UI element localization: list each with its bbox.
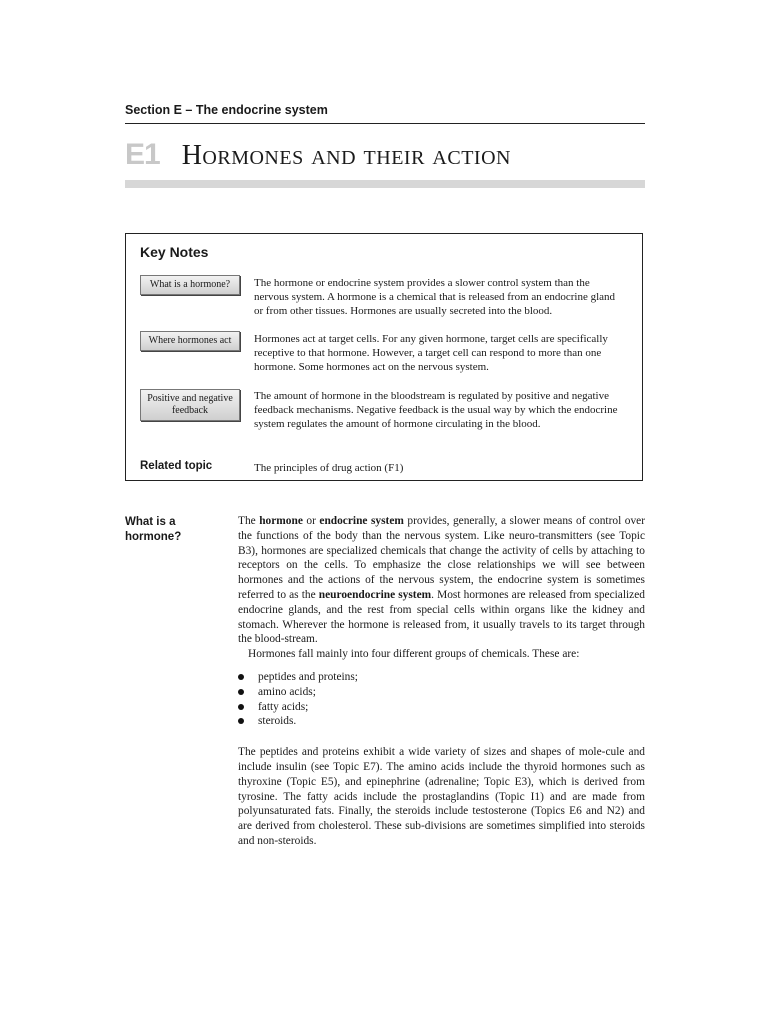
list-item: fatty acids; bbox=[238, 700, 645, 715]
side-heading: What is a hormone? bbox=[125, 516, 182, 543]
body-paragraph-2: Hormones fall mainly into four different groups of chemicals. These are: bbox=[248, 648, 580, 661]
list-item: peptides and proteins; bbox=[238, 670, 645, 685]
key-note-text-what-is-a-hormone: The hormone or endocrine system provides a slower control system than the nervous system. A hormone is a chemical that is released from an endocrine gland or from other tissues. Hormones are usually secreted into the blood. bbox=[254, 277, 616, 318]
term-hormone: hormone bbox=[259, 515, 303, 527]
key-note-tag-where-hormones-act: Where hormones act bbox=[140, 331, 240, 351]
key-note-tag-feedback: Positive and negative feedback bbox=[140, 389, 240, 421]
term-neuroendocrine-system: neuroendocrine system bbox=[318, 588, 432, 601]
topic-title: Hormones and their action bbox=[181, 140, 511, 171]
header-rule bbox=[125, 123, 645, 124]
hormone-groups-list bbox=[238, 670, 645, 729]
page-title bbox=[125, 138, 645, 180]
key-notes-heading: Key Notes bbox=[140, 244, 209, 260]
topic-code: E1 bbox=[125, 138, 160, 171]
list-item: steroids. bbox=[238, 714, 645, 729]
key-note-tag-what-is-a-hormone: What is a hormone? bbox=[140, 275, 240, 295]
key-note-text-feedback: The amount of hormone in the bloodstream is regulated by positive and negative feedback mechanisms. Negative feedback is the usual way by which the endocrine system regulates the amount of hormone circulating in the blood. bbox=[254, 390, 618, 431]
body-paragraph-3: The peptides and proteins exhibit a wide variety of sizes and shapes of mole-cule and include insulin (see Topic E7). The amino acids include the thyroid hormones such as thyroxine (Topic E5), and epinephrine (adrenaline; Topic E3), which is derived from tyrosine. The fatty acids include the prostaglandins (Topic I1) and are made from polyunsaturated fats. Finally, the steroids include testosterone (Topics E6 and N2) and are derived from cholesterol. These sub-divisions are sometimes simplified into steroids and non-steroids. bbox=[238, 746, 645, 847]
related-topic-text: The principles of drug action (F1) bbox=[254, 462, 404, 474]
list-item: amino acids; bbox=[238, 685, 645, 700]
bullet-icon bbox=[238, 718, 244, 724]
key-note-text-where-hormones-act: Hormones act at target cells. For any given hormone, target cells are specifically receptive to that hormone. However, a target cell can respond to more than one hormone. Some hormones act on the nervous system. bbox=[254, 333, 608, 374]
key-notes-box bbox=[125, 233, 643, 481]
title-underline-bar bbox=[125, 180, 645, 188]
bullet-icon bbox=[238, 689, 244, 695]
section-header: Section E – The endocrine system bbox=[125, 103, 328, 117]
term-endocrine-system: endocrine system bbox=[319, 515, 404, 527]
bullet-icon bbox=[238, 704, 244, 710]
bullet-icon bbox=[238, 674, 244, 680]
related-topic-label: Related topic bbox=[140, 460, 213, 472]
body-text bbox=[238, 514, 645, 849]
body-paragraph-1: The hormone or endocrine system provides, generally, a slower means of control over the functions of the body than the nervous system. Like neuro-transmitters (see Topic B3), hormones are specialized chemicals that change the activity of cells by attaching to receptors on the cells. To emphasize the close relationships we will see between hormones and the actions of the nervous system, the endocrine system is sometimes referred to as the neuroendocrine system. Most hormones are released from specialized endocrine glands, and the rest from special cells within organs like the kidney and stomach. Wherever the hormone is released from, it usually travels to its target through the blood-stream. bbox=[238, 515, 645, 646]
